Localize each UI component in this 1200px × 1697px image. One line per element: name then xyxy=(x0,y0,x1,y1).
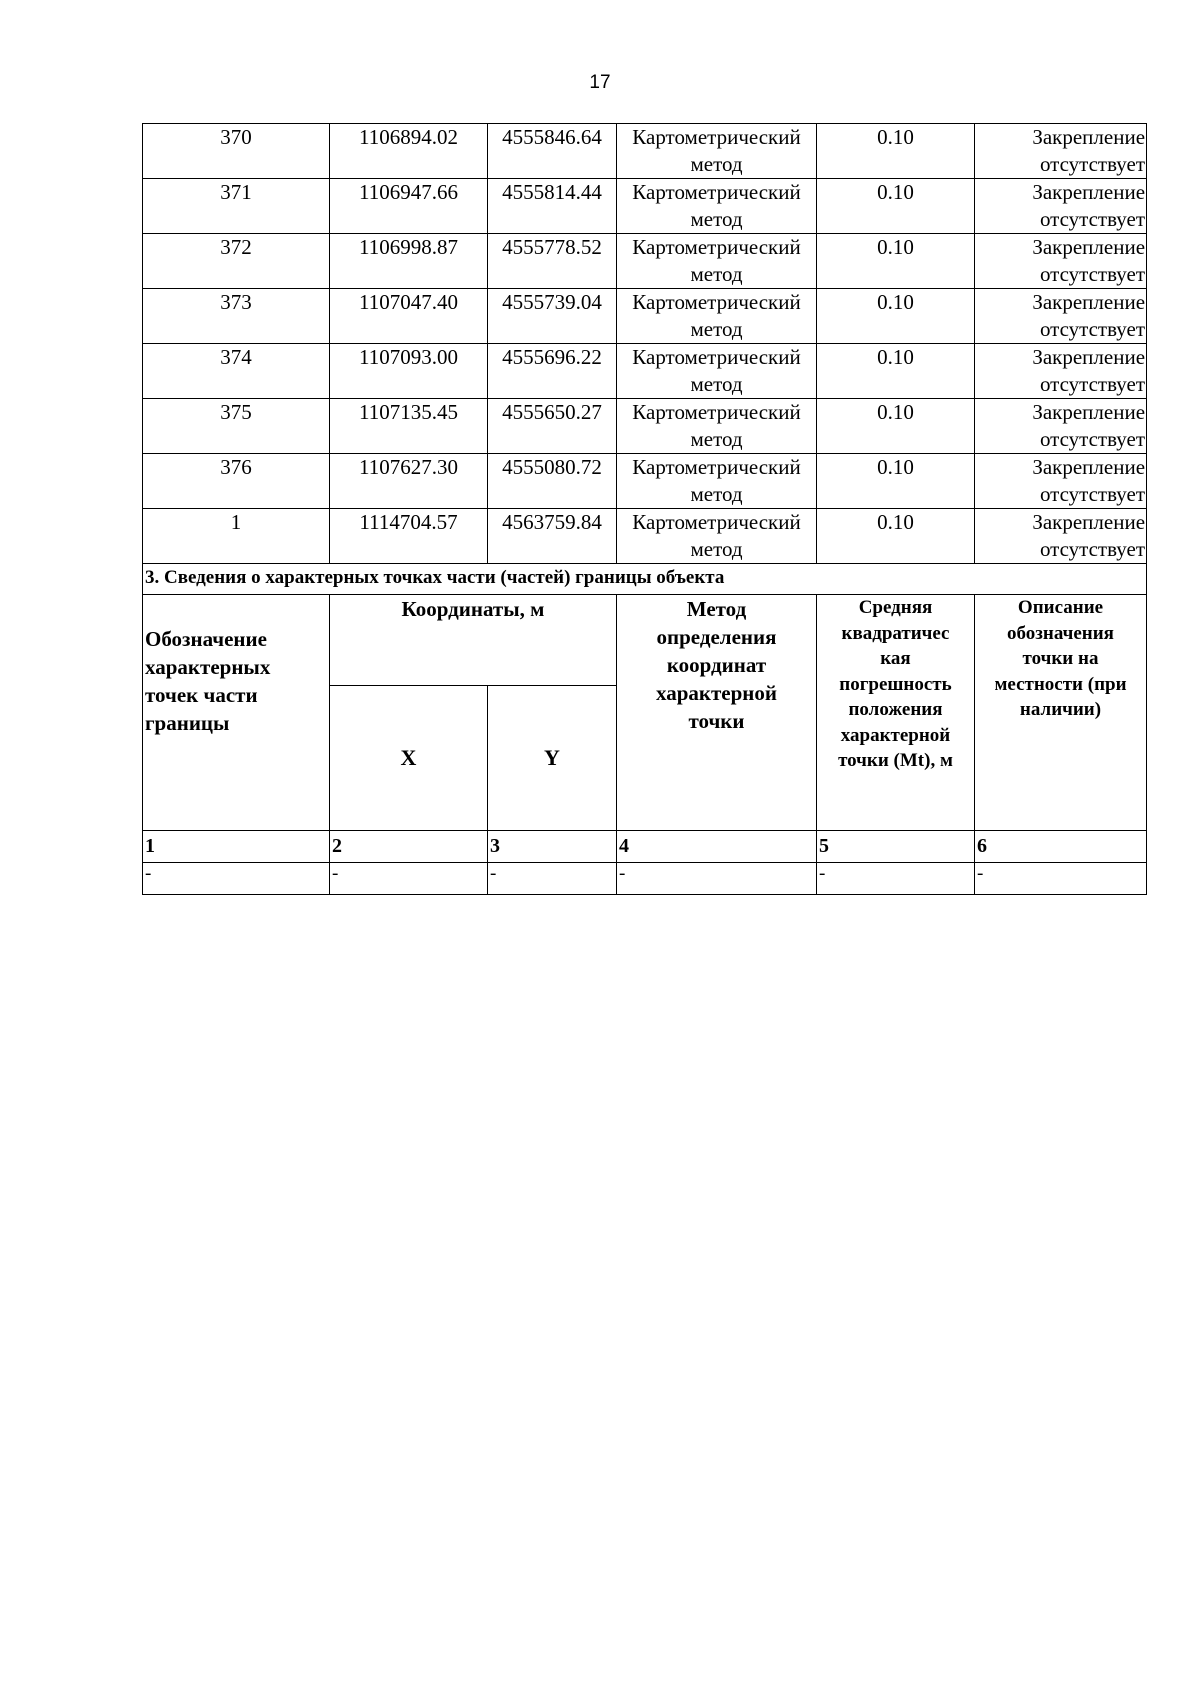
empty-cell-2: - xyxy=(330,863,488,895)
section-title: 3. Сведения о характерных точках части (частей) границы объекта xyxy=(143,564,1147,595)
point-number: 371 xyxy=(143,179,330,234)
coord-x: 1107627.30 xyxy=(330,454,488,509)
description: Закрепление отсутствует xyxy=(975,124,1147,179)
description: Закрепление отсутствует xyxy=(975,399,1147,454)
mean-error: 0.10 xyxy=(817,344,975,399)
table-row xyxy=(143,454,1147,509)
col-number-2: 2 xyxy=(330,831,488,863)
coord-y: 4555778.52 xyxy=(488,234,617,289)
col-number-1: 1 xyxy=(143,831,330,863)
method: Картометрический метод xyxy=(617,179,817,234)
description: Закрепление отсутствует xyxy=(975,179,1147,234)
table-row xyxy=(143,124,1147,179)
point-number: 370 xyxy=(143,124,330,179)
method: Картометрический метод xyxy=(617,454,817,509)
coord-x: 1107135.45 xyxy=(330,399,488,454)
col-number-4: 4 xyxy=(617,831,817,863)
boundary-points-table xyxy=(142,123,1147,895)
header-x: X xyxy=(330,685,488,830)
mean-error: 0.10 xyxy=(817,399,975,454)
coord-y: 4555696.22 xyxy=(488,344,617,399)
method: Картометрический метод xyxy=(617,234,817,289)
empty-cell-3: - xyxy=(488,863,617,895)
col-number-5: 5 xyxy=(817,831,975,863)
coord-y: 4555739.04 xyxy=(488,289,617,344)
description: Закрепление отсутствует xyxy=(975,344,1147,399)
coord-y: 4555650.27 xyxy=(488,399,617,454)
point-number: 376 xyxy=(143,454,330,509)
empty-cell-1: - xyxy=(143,863,330,895)
col-number-3: 3 xyxy=(488,831,617,863)
table-row xyxy=(143,509,1147,564)
coord-y: 4555080.72 xyxy=(488,454,617,509)
mean-error: 0.10 xyxy=(817,179,975,234)
method: Картометрический метод xyxy=(617,509,817,564)
empty-cell-6: - xyxy=(975,863,1147,895)
point-number: 375 xyxy=(143,399,330,454)
description: Закрепление отсутствует xyxy=(975,454,1147,509)
header-description: Описание обозначения точки на местности (при наличии) xyxy=(975,595,1147,831)
method: Картометрический метод xyxy=(617,399,817,454)
table-row xyxy=(143,344,1147,399)
point-number: 373 xyxy=(143,289,330,344)
header-mean-error: Средняя квадратичес кая погрешность положения характерной точки (Mt), м xyxy=(817,595,975,831)
table-row xyxy=(143,399,1147,454)
page-number: 17 xyxy=(589,72,611,93)
coord-y: 4555814.44 xyxy=(488,179,617,234)
empty-cell-5: - xyxy=(817,863,975,895)
mean-error: 0.10 xyxy=(817,454,975,509)
mean-error: 0.10 xyxy=(817,234,975,289)
coord-y: 4563759.84 xyxy=(488,509,617,564)
empty-cell-4: - xyxy=(617,863,817,895)
table-row xyxy=(143,179,1147,234)
method: Картометрический метод xyxy=(617,289,817,344)
coord-x: 1114704.57 xyxy=(330,509,488,564)
coord-x: 1106894.02 xyxy=(330,124,488,179)
table-row xyxy=(143,289,1147,344)
description: Закрепление отсутствует xyxy=(975,509,1147,564)
header-point-designation: Обозначение характерных точек части границы xyxy=(143,595,330,831)
mean-error: 0.10 xyxy=(817,124,975,179)
method: Картометрический метод xyxy=(617,124,817,179)
point-number: 1 xyxy=(143,509,330,564)
header-method: Метод определения координат характерной точки xyxy=(617,595,817,831)
coord-x: 1106998.87 xyxy=(330,234,488,289)
method: Картометрический метод xyxy=(617,344,817,399)
table-row xyxy=(143,234,1147,289)
header-coordinates: Координаты, м xyxy=(330,595,617,686)
header-y: Y xyxy=(488,685,617,830)
point-number: 372 xyxy=(143,234,330,289)
point-number: 374 xyxy=(143,344,330,399)
coord-x: 1107093.00 xyxy=(330,344,488,399)
description: Закрепление отсутствует xyxy=(975,234,1147,289)
mean-error: 0.10 xyxy=(817,289,975,344)
description: Закрепление отсутствует xyxy=(975,289,1147,344)
coord-y: 4555846.64 xyxy=(488,124,617,179)
mean-error: 0.10 xyxy=(817,509,975,564)
coord-x: 1106947.66 xyxy=(330,179,488,234)
col-number-6: 6 xyxy=(975,831,1147,863)
coord-x: 1107047.40 xyxy=(330,289,488,344)
